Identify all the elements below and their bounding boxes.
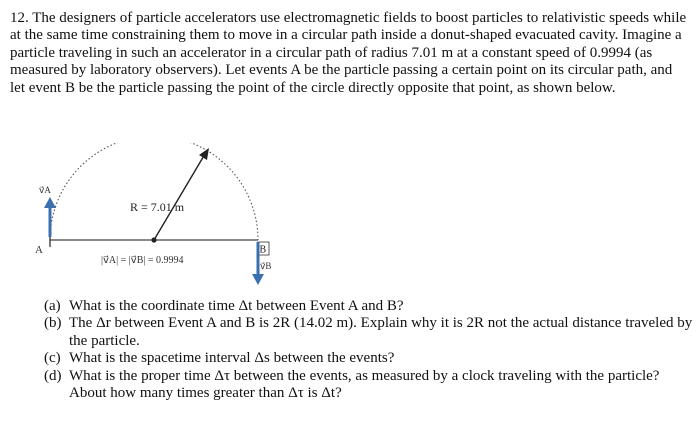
velocity-a-label: v⃗A bbox=[39, 185, 51, 195]
question-text: What is the spacetime interval Δs between the events? bbox=[69, 350, 395, 367]
radius-arrowhead bbox=[199, 148, 209, 160]
question-text: What is the coordinate time Δt between Event A and B? bbox=[69, 298, 404, 314]
question-c bbox=[44, 350, 694, 367]
question-a bbox=[44, 298, 694, 315]
velocity-a-arrowhead bbox=[44, 197, 56, 208]
point-b-label: B bbox=[259, 244, 267, 256]
question-list bbox=[44, 298, 694, 402]
radius-label: R = 7.01 m bbox=[130, 200, 185, 214]
speed-label: |v⃗A| = |v⃗B| = 0.9994 bbox=[101, 255, 184, 266]
question-d bbox=[44, 368, 694, 403]
radius-arrow bbox=[154, 154, 205, 240]
question-text: What is the proper time Δτ between the events, as measured by a clock traveling with the particle? About how many times greater than Δτ is Δt? bbox=[69, 367, 660, 402]
question-label: (b) bbox=[44, 315, 62, 332]
circular-path-arc bbox=[50, 143, 258, 240]
question-text: The Δr between Event A and B is 2R (14.02 m). Explain why it is 2R not the actual distance traveled by the particle. bbox=[69, 315, 693, 349]
question-label: (d) bbox=[44, 367, 62, 384]
accelerator-diagram bbox=[30, 143, 280, 293]
velocity-b-arrowhead bbox=[252, 274, 264, 285]
question-label: (c) bbox=[44, 350, 61, 367]
question-b bbox=[44, 315, 694, 350]
point-a-label: A bbox=[35, 244, 43, 256]
question-label: (a) bbox=[44, 298, 61, 314]
problem-statement: 12. The designers of particle accelerators use electromagnetic fields to boost particles to relativistic speeds while at the same time constraining them to move in a circular path inside a donut-shaped evacuated cavity. Imagine a particle traveling in such an accelerator in a circular path of radius 7.01 m at a constant speed of 0.9994 (as measured by laboratory observers). Let events A be the particle passing a certain point on its circular path, and let event B be the particle passing the point of the circle directly opposite that point, as shown below. bbox=[10, 10, 687, 96]
velocity-b-label: v⃗B bbox=[260, 261, 272, 271]
